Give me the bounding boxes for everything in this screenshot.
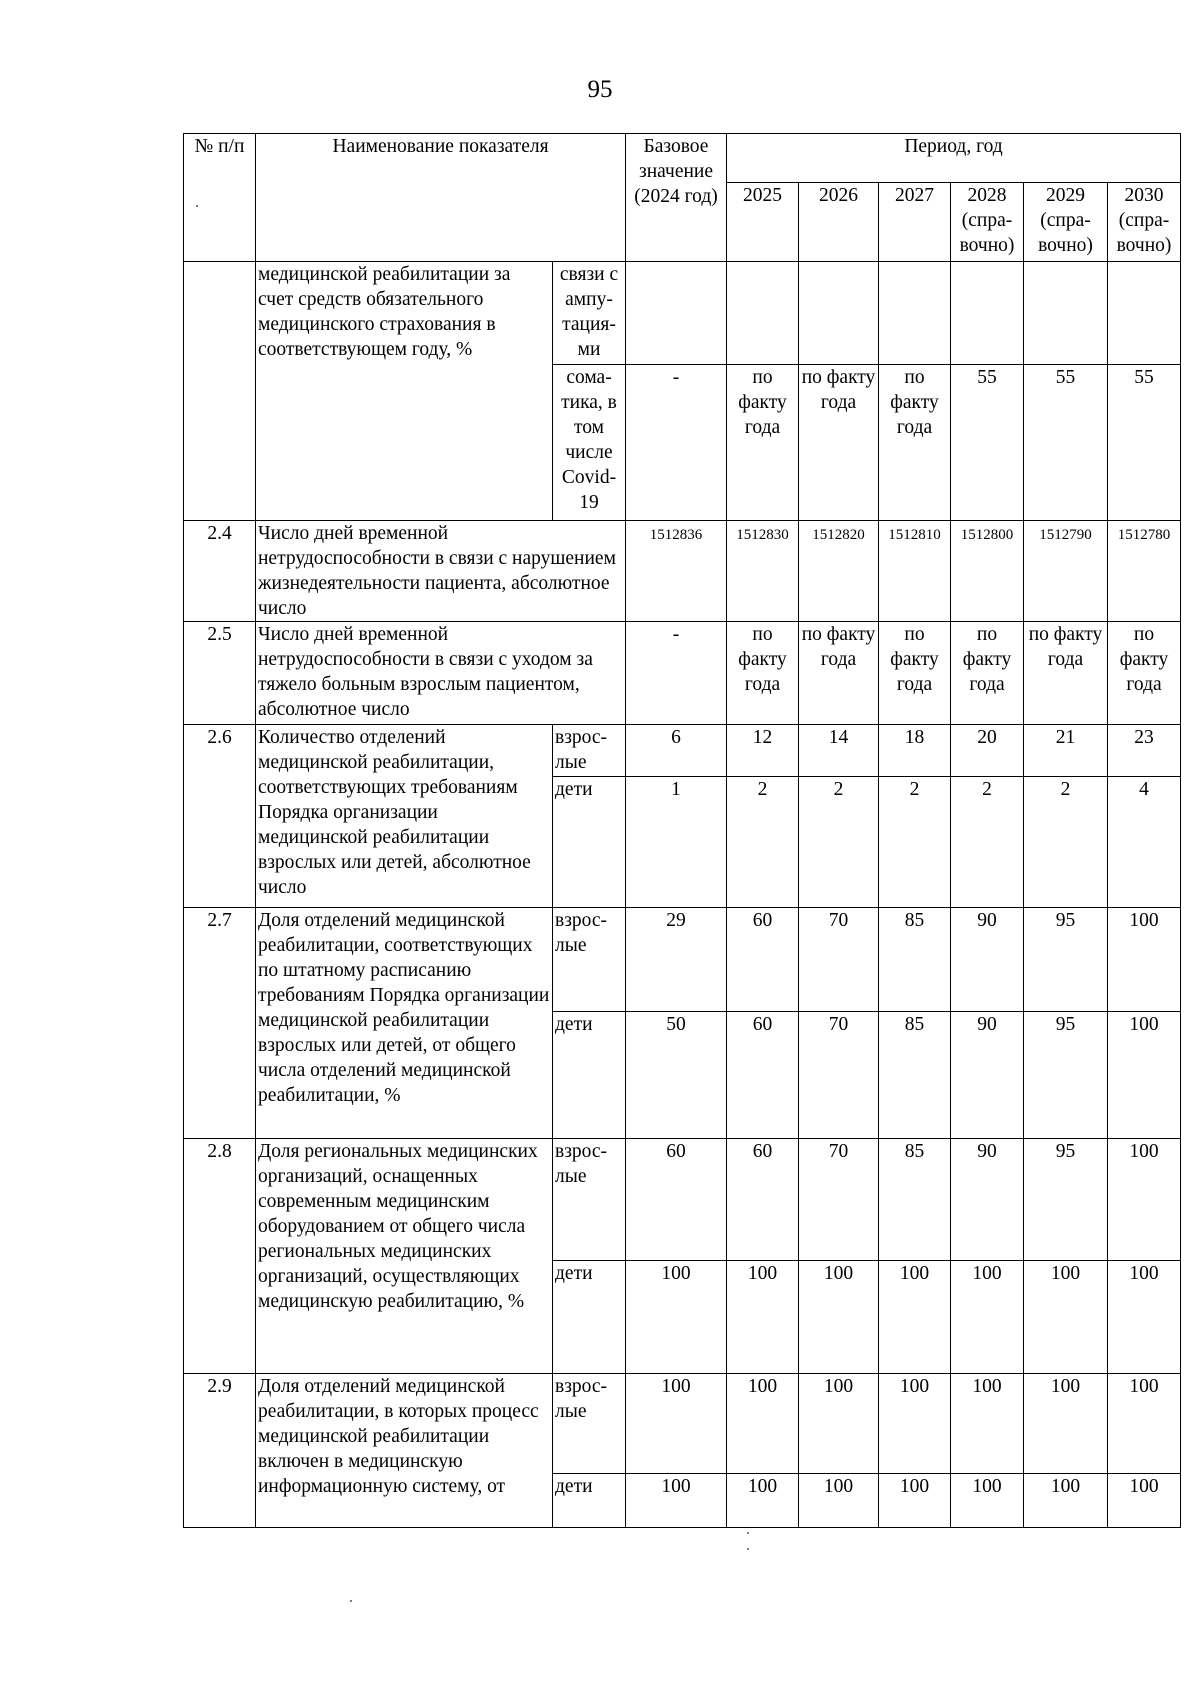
header-year: 2029 (спра-вочно) — [1024, 183, 1108, 262]
value-cell: 100 — [799, 1374, 879, 1474]
value-cell: 85 — [879, 1139, 951, 1261]
value-cell: 60 — [727, 1139, 799, 1261]
value-cell: 100 — [879, 1374, 951, 1474]
header-year: 2026 — [799, 183, 879, 262]
header-col-no: № п/п — [184, 134, 256, 262]
value-cell: 100 — [1024, 1474, 1108, 1528]
value-cell: 2 — [879, 777, 951, 908]
value-cell: 90 — [951, 1139, 1024, 1261]
subgroup-label: взрос-лые — [553, 1139, 626, 1261]
indicator-name: медицинской реабилитации за счет средств обязательного медицинского страхования в соответствующем году, % — [256, 262, 553, 521]
value-cell: 29 — [626, 908, 727, 1012]
row-number: 2.7 — [184, 908, 256, 1139]
value-cell: 100 — [1108, 1139, 1181, 1261]
value-cell: 23 — [1108, 725, 1181, 777]
value-cell: 95 — [1024, 1012, 1108, 1139]
value-cell: 100 — [879, 1261, 951, 1374]
value-cell: 90 — [951, 908, 1024, 1012]
indicators-table — [183, 133, 1181, 1528]
indicator-name: Число дней временной нетрудоспособности в связи с нарушением жизнедеятельности пациента, абсолютное число — [256, 521, 626, 622]
value-cell: 100 — [1108, 1374, 1181, 1474]
value-cell: 100 — [1108, 908, 1181, 1012]
value-cell: 55 — [951, 365, 1024, 521]
value-cell: 14 — [799, 725, 879, 777]
value-cell: 70 — [799, 1012, 879, 1139]
row-number — [184, 262, 256, 521]
value-cell: 2 — [951, 777, 1024, 908]
page-number: 95 — [587, 76, 613, 103]
value-cell: 12 — [727, 725, 799, 777]
value-cell: 95 — [1024, 1139, 1108, 1261]
value-cell: 55 — [1024, 365, 1108, 521]
value-cell: - — [626, 622, 727, 725]
value-cell: 70 — [799, 1139, 879, 1261]
value-cell — [1024, 262, 1108, 365]
value-cell: 70 — [799, 908, 879, 1012]
value-cell: 85 — [879, 1012, 951, 1139]
scan-speck — [350, 1600, 352, 1602]
header-col-name: Наименование показателя — [256, 134, 626, 262]
value-cell: 50 — [626, 1012, 727, 1139]
value-cell: 1 — [626, 777, 727, 908]
table-row — [184, 1374, 1181, 1474]
value-cell: 100 — [727, 1261, 799, 1374]
value-cell: 1512820 — [799, 521, 879, 622]
value-cell: 100 — [1108, 1012, 1181, 1139]
value-cell: 1512810 — [879, 521, 951, 622]
value-cell: 100 — [879, 1474, 951, 1528]
table-row — [184, 262, 1181, 365]
value-cell — [626, 262, 727, 365]
value-cell: по факту года — [727, 365, 799, 521]
value-cell: по факту года — [879, 365, 951, 521]
header-col-base: Базовое значение (2024 год) — [626, 134, 727, 262]
table-row — [184, 1139, 1181, 1261]
value-cell: 1512790 — [1024, 521, 1108, 622]
value-cell: 100 — [626, 1261, 727, 1374]
value-cell: по факту года — [879, 622, 951, 725]
value-cell: 100 — [1024, 1374, 1108, 1474]
header-year: 2027 — [879, 183, 951, 262]
value-cell — [799, 262, 879, 365]
value-cell: 100 — [951, 1474, 1024, 1528]
value-cell: 1512836 — [626, 521, 727, 622]
subgroup-label: дети — [553, 777, 626, 908]
value-cell: по факту года — [799, 365, 879, 521]
value-cell: 60 — [626, 1139, 727, 1261]
scan-speck — [747, 1532, 749, 1534]
value-cell: 2 — [799, 777, 879, 908]
value-cell: 100 — [1108, 1474, 1181, 1528]
header-year: 2030 (спра-вочно) — [1108, 183, 1181, 262]
value-cell: 1512800 — [951, 521, 1024, 622]
value-cell: 90 — [951, 1012, 1024, 1139]
row-number: 2.6 — [184, 725, 256, 908]
value-cell: 100 — [799, 1261, 879, 1374]
value-cell: по факту года — [1024, 622, 1108, 725]
subgroup-label: дети — [553, 1012, 626, 1139]
value-cell: 1512830 — [727, 521, 799, 622]
subgroup-label: связи с ампу-тация-ми — [553, 262, 626, 365]
indicator-name: Доля отделений медицинской реабилитации, в которых процесс медицинской реабилитации включен в медицинскую информационную систему, от — [256, 1374, 553, 1528]
value-cell: 1512780 — [1108, 521, 1181, 622]
value-cell: 2 — [1024, 777, 1108, 908]
row-number: 2.9 — [184, 1374, 256, 1528]
value-cell: 20 — [951, 725, 1024, 777]
value-cell: по факту года — [799, 622, 879, 725]
value-cell: 60 — [727, 1012, 799, 1139]
value-cell — [951, 262, 1024, 365]
value-cell: 100 — [1024, 1261, 1108, 1374]
value-cell: 100 — [626, 1474, 727, 1528]
value-cell — [727, 262, 799, 365]
value-cell: по факту года — [727, 622, 799, 725]
value-cell: 6 — [626, 725, 727, 777]
subgroup-label: взрос-лые — [553, 725, 626, 777]
value-cell: 100 — [799, 1474, 879, 1528]
value-cell — [879, 262, 951, 365]
value-cell: 100 — [951, 1261, 1024, 1374]
value-cell: 55 — [1108, 365, 1181, 521]
scan-speck — [196, 205, 198, 207]
row-number: 2.5 — [184, 622, 256, 725]
scan-speck — [747, 1548, 749, 1550]
row-number: 2.4 — [184, 521, 256, 622]
header-year: 2025 — [727, 183, 799, 262]
value-cell: 100 — [727, 1474, 799, 1528]
value-cell: 100 — [626, 1374, 727, 1474]
table-row — [184, 521, 1181, 622]
table-row — [184, 725, 1181, 777]
value-cell: 100 — [951, 1374, 1024, 1474]
value-cell — [1108, 262, 1181, 365]
header-year: 2028 (спра-вочно) — [951, 183, 1024, 262]
value-cell: 100 — [727, 1374, 799, 1474]
indicator-name: Доля региональных медицинских организаций, оснащенных современным медицинским оборудованием от общего числа региональных медицинских организаций, осуществляющих медицинскую реабилитацию, % — [256, 1139, 553, 1374]
subgroup-label: взрос-лые — [553, 908, 626, 1012]
value-cell: по факту года — [951, 622, 1024, 725]
header-col-period: Период, год — [727, 134, 1181, 183]
value-cell: 85 — [879, 908, 951, 1012]
value-cell: - — [626, 365, 727, 521]
subgroup-label: сома-тика, в том числе Covid-19 — [553, 365, 626, 521]
subgroup-label: взрос-лые — [553, 1374, 626, 1474]
subgroup-label: дети — [553, 1261, 626, 1374]
value-cell: 2 — [727, 777, 799, 908]
table-row — [184, 622, 1181, 725]
value-cell: 18 — [879, 725, 951, 777]
value-cell: 60 — [727, 908, 799, 1012]
value-cell: 95 — [1024, 908, 1108, 1012]
table-row — [184, 908, 1181, 1012]
indicator-name: Количество отделений медицинской реабилитации, соответствующих требованиям Порядка организации медицинской реабилитации взрослых или детей, абсолютное число — [256, 725, 553, 908]
row-number: 2.8 — [184, 1139, 256, 1374]
value-cell: 100 — [1108, 1261, 1181, 1374]
indicator-name: Доля отделений медицинской реабилитации, соответствующих по штатному расписанию требованиям Порядка организации медицинской реабилитации взрослых или детей, от общего числа отделений медицинской реабилитации, % — [256, 908, 553, 1139]
subgroup-label: дети — [553, 1474, 626, 1528]
value-cell: по факту года — [1108, 622, 1181, 725]
indicator-name: Число дней временной нетрудоспособности в связи с уходом за тяжело больным взрослым пациентом, абсолютное число — [256, 622, 626, 725]
value-cell: 4 — [1108, 777, 1181, 908]
value-cell: 21 — [1024, 725, 1108, 777]
